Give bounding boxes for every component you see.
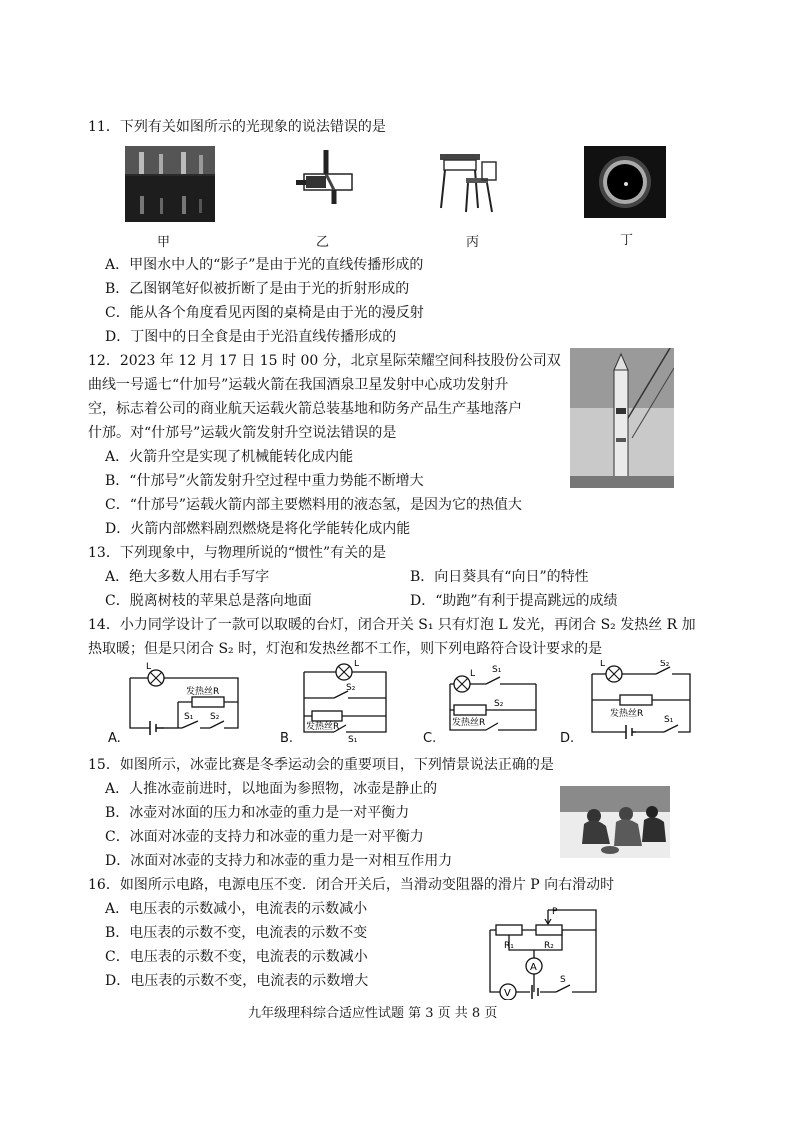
q16-stem: 16．如图所示电路，电源电压不变．闭合开关后，当滑动变阻器的滑片 P 向右滑动时 xyxy=(88,877,615,893)
switch-s1-icon xyxy=(486,677,500,684)
lamp-icon xyxy=(336,664,352,680)
q11-label-ding: 丁 xyxy=(620,233,634,248)
q15-option-d: D．冰面对冰壶的支持力和冰壶的重力是一对相互作用力 xyxy=(105,853,453,869)
q12-option-a: A．火箭升空是实现了机械能转化成内能 xyxy=(105,449,354,465)
q16-option-b: B．电压表的示数不变，电流表的示数不变 xyxy=(105,925,368,941)
page-footer: 九年级理科综合适应性试题 第 3 页 共 8 页 xyxy=(248,1006,498,1021)
q14-label-d: D. xyxy=(560,731,575,746)
q14-label-b: B. xyxy=(280,731,294,746)
q15-stem: 15．如图所示，冰壶比赛是冬季运动会的重要项目，下列情景说法正确的是 xyxy=(88,757,554,773)
q14-d-lamp-label: L xyxy=(600,660,606,669)
battery-icon xyxy=(150,721,164,735)
q16-option-c: C．电压表的示数不变，电流表的示数减小 xyxy=(105,949,368,965)
q13-stem: 13．下列现象中，与物理所说的“惯性”有关的是 xyxy=(88,545,387,561)
q14-d-heater-label: 发热丝R xyxy=(610,709,644,719)
q14-a-s2-label: S₂ xyxy=(210,712,220,722)
ammeter-icon xyxy=(526,958,542,974)
q16-r1-label: R₁ xyxy=(504,941,514,951)
q11-photo-jia xyxy=(125,146,215,222)
q12-stem-line2: 曲线一号遥七“什加号”运载火箭在我国酒泉卫星发射中心成功发射升 xyxy=(88,377,509,393)
q12-stem-line4: 什邡。对“什邡号”运载火箭发射升空说法错误的是 xyxy=(88,425,397,441)
heater-resistor-icon xyxy=(620,695,652,705)
switch-s2-icon xyxy=(486,723,498,730)
q11-option-d: D．丁图中的日全食是由于光沿直线传播形成的 xyxy=(105,329,397,345)
q12-stem-line1: 12．2023 年 12 月 17 日 15 时 00 分，北京星际荣耀空间科技股份公司双 xyxy=(88,353,561,369)
q16-p-label: P xyxy=(552,907,558,917)
q14-b-s1-label: S₁ xyxy=(348,735,358,742)
q14-b-heater-label: 发热丝R xyxy=(306,722,340,732)
q11-option-b: B．乙图钢笔好似被折断了是由于光的折射形成的 xyxy=(105,281,410,297)
q16-option-a: A．电压表的示数减小，电流表的示数减小 xyxy=(105,901,368,917)
q14-c-s1-label: S₁ xyxy=(492,665,502,675)
q14-a-lamp-label: L xyxy=(146,662,152,672)
switch-s-icon xyxy=(556,985,570,992)
q13-option-b: B．向日葵具有“向日”的特性 xyxy=(410,569,589,585)
q13-option-c: C．脱离树枝的苹果总是落向地面 xyxy=(105,593,312,609)
q12-option-b: B．“什邡号”火箭发射升空过程中重力势能不断增大 xyxy=(105,473,424,489)
q13-option-d: D．“助跑”有利于提高跳远的成绩 xyxy=(410,593,618,609)
q11-pen-in-glass xyxy=(292,148,364,206)
q11-label-jia: 甲 xyxy=(157,235,171,250)
q15-curling-photo xyxy=(560,786,670,858)
q16-option-d: D．电压表的示数不变，电流表的示数增大 xyxy=(105,973,369,989)
q15-option-b: B．冰壶对冰面的压力和冰壶的重力是一对平衡力 xyxy=(105,805,410,821)
switch-s2-icon xyxy=(210,721,224,728)
heater-resistor-icon xyxy=(192,697,224,707)
q16-voltmeter-label: V xyxy=(504,988,511,999)
q11-desk-chair xyxy=(436,148,500,216)
q14-circuit-c xyxy=(440,660,550,742)
q14-c-heater-label: 发热丝R xyxy=(452,718,486,728)
q16-r2-label: R₂ xyxy=(544,941,554,951)
q12-option-d: D．火箭内部燃料剧烈燃烧是将化学能转化成内能 xyxy=(105,521,411,537)
q16-ammeter-label: A xyxy=(530,962,537,973)
rheostat-r2-icon xyxy=(536,925,562,935)
q12-stem-line3: 空，标志着公司的商业航天运载火箭总装基地和防务产品生产基地落户 xyxy=(88,401,522,417)
q14-b-lamp-label: L xyxy=(354,660,360,669)
q14-circuit-a xyxy=(120,660,250,740)
q11-option-c: C．能从各个角度看见丙图的桌椅是由于光的漫反射 xyxy=(105,305,424,321)
q14-stem-line1: 14．小力同学设计了一款可以取暖的台灯，闭合开关 S₁ 只有灯泡 L 发光，再闭合 S₂ 发热丝 R 加 xyxy=(88,617,696,633)
q12-rocket-photo xyxy=(570,348,674,488)
q15-option-a: A．人推冰壶前进时，以地面为参照物，冰壶是静止的 xyxy=(105,781,438,797)
q14-label-a: A. xyxy=(108,731,121,746)
switch-s1-icon xyxy=(182,721,198,728)
q13-option-a: A．绝大多数人用右手写字 xyxy=(105,569,270,585)
q11-solar-eclipse xyxy=(584,146,666,218)
q14-label-c: C. xyxy=(423,731,437,746)
q16-s-label: S xyxy=(560,975,566,985)
q14-b-s2-label: S₂ xyxy=(346,683,356,693)
q14-a-heater-label: 发热丝R xyxy=(186,687,220,697)
q14-d-s1-label: S₁ xyxy=(664,715,674,725)
lamp-icon xyxy=(606,666,622,682)
q12-option-c: C．“什邡号”运载火箭内部主要燃料用的液态氢，是因为它的热值大 xyxy=(105,497,523,513)
resistor-r1-icon xyxy=(496,925,522,935)
q14-stem-line2: 热取暖；但是只闭合 S₂ 时，灯泡和发热丝都不工作，则下列电路符合设计要求的是 xyxy=(88,641,603,657)
switch-s1-icon xyxy=(664,725,678,732)
q11-option-a: A．甲图水中人的“影子”是由于光的直线传播形成的 xyxy=(105,257,424,273)
lamp-icon xyxy=(148,670,164,686)
battery-icon xyxy=(626,725,636,739)
heater-resistor-icon xyxy=(454,705,486,715)
q15-option-c: C．冰面对冰壶的支持力和冰壶的重力是一对平衡力 xyxy=(105,829,424,845)
q14-c-s2-label: S₂ xyxy=(494,699,504,709)
q14-c-lamp-label: L xyxy=(470,669,476,679)
q14-circuit-d xyxy=(580,660,705,742)
lamp-icon xyxy=(454,676,470,692)
q14-d-s2-label: S₂ xyxy=(660,660,670,669)
q11-label-bing: 丙 xyxy=(466,235,480,250)
q11-stem: 11．下列有关如图所示的光现象的说法错误的是 xyxy=(88,119,386,135)
battery-icon xyxy=(532,985,538,999)
heater-resistor-icon xyxy=(312,711,342,721)
q14-a-s1-label: S₁ xyxy=(184,712,194,722)
voltmeter-icon xyxy=(500,984,516,1000)
q16-circuit xyxy=(482,902,604,1000)
q11-label-yi: 乙 xyxy=(316,235,330,250)
q14-circuit-b xyxy=(290,660,400,742)
